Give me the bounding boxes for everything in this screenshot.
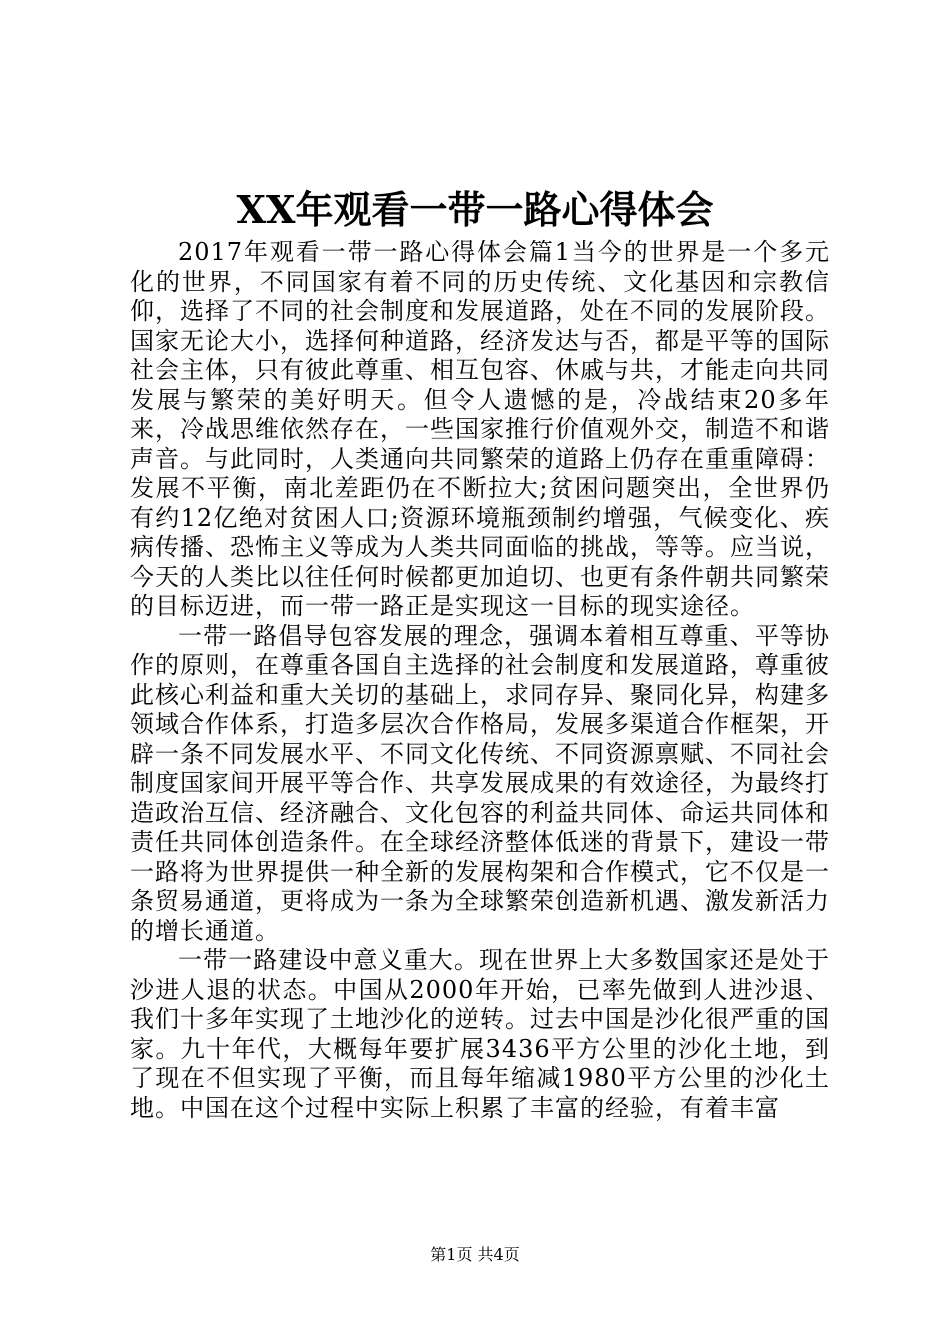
document-title: XX年观看一带一路心得体会: [236, 187, 714, 232]
paragraph: 一带一路倡导包容发展的理念，强调本着相互尊重、平等协作的原则，在尊重各国自主选择的社会制度和发展道路，尊重彼此核心利益和重大关切的基础上，求同存异、聚同化异，构建多领域合作体系，打造多层次合作格局，发展多渠道合作框架，开辟一条不同发展水平、不同文化传统、不同资源禀赋、不同社会制度国家间开展平等合作、共享发展成果的有效途径，为最终打造政治互信、经济融合、文化包容的利益共同体、命运共同体和责任共同体创造条件。在全球经济整体低迷的背景下，建设一带一路将为世界提供一种全新的发展构架和合作模式，它不仅是一条贸易通道，更将成为一条为全球繁荣创造新机遇、激发新活力的增长通道。: [130, 621, 830, 945]
paragraph: 2017年观看一带一路心得体会篇1当今的世界是一个多元化的世界，不同国家有着不同的历史传统、文化基因和宗教信仰，选择了不同的社会制度和发展道路，处在不同的发展阶段。国家无论大小，选择何种道路，经济发达与否，都是平等的国际社会主体，只有彼此尊重、相互包容、休戚与共，才能走向共同发展与繁荣的美好明天。但令人遗憾的是，冷战结束20多年来，冷战思维依然存在，一些国家推行价值观外交，制造不和谐声音。与此同时，人类通向共同繁荣的道路上仍存在重重障碍：发展不平衡，南北差距仍在不断拉大;贫困问题突出，全世界仍有约12亿绝对贫困人口;资源环境瓶颈制约增强，气候变化、疾病传播、恐怖主义等成为人类共同面临的挑战，等等。应当说，今天的人类比以往任何时候都更加迫切、也更有条件朝共同繁荣的目标迈进，而一带一路正是实现这一目标的现实途径。: [130, 238, 830, 620]
paragraph: 一带一路建设中意义重大。现在世界上大多数国家还是处于沙进人退的状态。中国从2000年开始，已率先做到人进沙退、我们十多年实现了土地沙化的逆转。过去中国是沙化很严重的国家。九十年代，大概每年要扩展3436平方公里的沙化土地，到了现在不但实现了平衡，而且每年缩减1980平方公里的沙化土地。中国在这个过程中实际上积累了丰富的经验，有着丰富: [130, 946, 830, 1122]
page-footer: 第1页 共4页: [430, 1245, 520, 1264]
document-body: [130, 238, 830, 1123]
